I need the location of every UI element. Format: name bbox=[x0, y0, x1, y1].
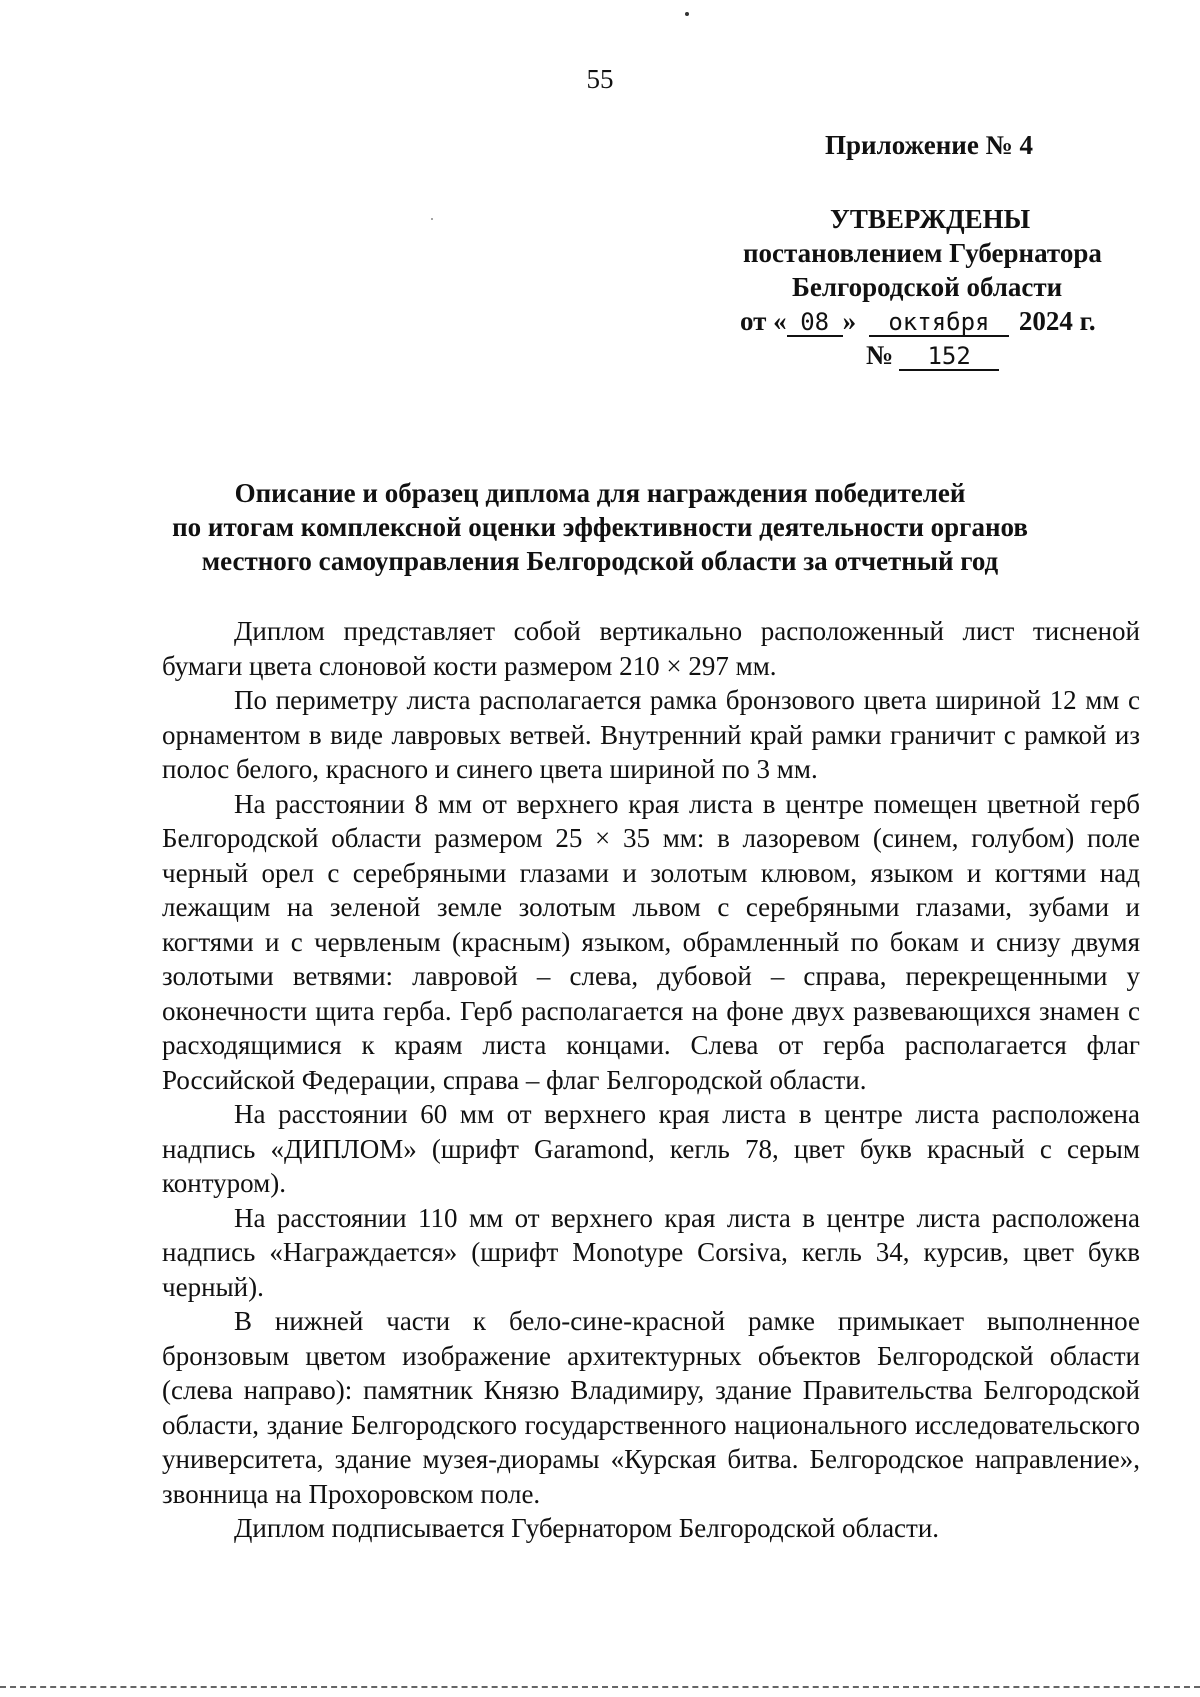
paragraph: В нижней части к бело-сине-красной рамке примыкает выполненное бронзовым цветом изображение архитектурных объектов Белгородской области (слева направо): памятник Князю Владимиру, здание Правительства Белгородской области, здание Белгородского государственного национального исследовательского университета, здание музея-диорамы «Курская битва. Белгородское направление», звонница на Прохоровском поле. bbox=[162, 1306, 1140, 1509]
date-month: октября bbox=[869, 309, 1009, 337]
paragraph: Диплом подписывается Губернатором Белгородской области. bbox=[234, 1513, 940, 1543]
title-line: местного самоуправления Белгородской области за отчетный год bbox=[201, 546, 999, 576]
title-line: Описание и образец диплома для награждения победителей bbox=[234, 478, 966, 508]
date-prefix: от « bbox=[740, 306, 787, 336]
page-number: 55 bbox=[586, 64, 614, 94]
scan-speck bbox=[685, 12, 689, 16]
approved-label: УТВЕРЖДЕНЫ bbox=[830, 204, 1031, 234]
paragraph: Диплом представляет собой вертикально расположенный лист тисненой бумаги цвета слоновой кости размером 210 × 297 мм. bbox=[162, 616, 1140, 681]
paragraph: На расстоянии 110 мм от верхнего края листа в центре листа расположена надпись «Награждается» (шрифт Monotype Corsiva, кегль 34, курсив, цвет букв черный). bbox=[162, 1202, 1140, 1302]
scan-edge-line bbox=[0, 1686, 1200, 1688]
document-body bbox=[162, 614, 1140, 1546]
paragraph: По периметру листа располагается рамка бронзового цвета шириной 12 мм с орнаментом в виде лавровых ветвей. Внутренний край рамки граничит с рамкой из полос белого, красного и синего цвета шириной по 3 мм. bbox=[162, 685, 1140, 784]
decree-label: постановлением Губернатора bbox=[743, 238, 1102, 268]
date-year: 2024 г. bbox=[1018, 306, 1096, 336]
date-day: 08 bbox=[787, 309, 843, 337]
number-value: 152 bbox=[899, 343, 999, 371]
decree-number bbox=[866, 338, 999, 372]
number-prefix: № bbox=[866, 340, 894, 370]
document-title bbox=[100, 476, 1100, 578]
region-label: Белгородской области bbox=[792, 272, 1063, 302]
decree-date bbox=[740, 304, 1096, 338]
scan-speck bbox=[431, 218, 433, 220]
paragraph: На расстоянии 60 мм от верхнего края листа в центре листа расположена надпись «ДИПЛОМ» (шрифт Garamond, кегль 78, цвет букв красный с серым контуром). bbox=[162, 1099, 1140, 1198]
appendix-label: Приложение № 4 bbox=[825, 130, 1033, 160]
title-line: по итогам комплексной оценки эффективности деятельности органов bbox=[172, 512, 1028, 542]
paragraph: На расстоянии 8 мм от верхнего края листа в центре помещен цветной герб Белгородской области размером 25 × 35 мм: в лазоревом (синем, голубом) поле черный орел с серебряными глазами и золотым клювом, языком и когтями над лежащим на зеленой земле золотым львом с серебряными глазами, зубами и когтями и с червленым (красным) языком, обрамленный по бокам и снизу двумя золотыми ветвями: лавровой – слева, дубовой – справа, перекрещенными у оконечности щита герба. Герб располагается на фоне двух развевающихся знамен с расходящимися к краям листа концами. Слева от герба располагается флаг Российской Федерации, справа – флаг Белгородской области. bbox=[162, 788, 1140, 1095]
date-mid: » bbox=[842, 306, 857, 336]
